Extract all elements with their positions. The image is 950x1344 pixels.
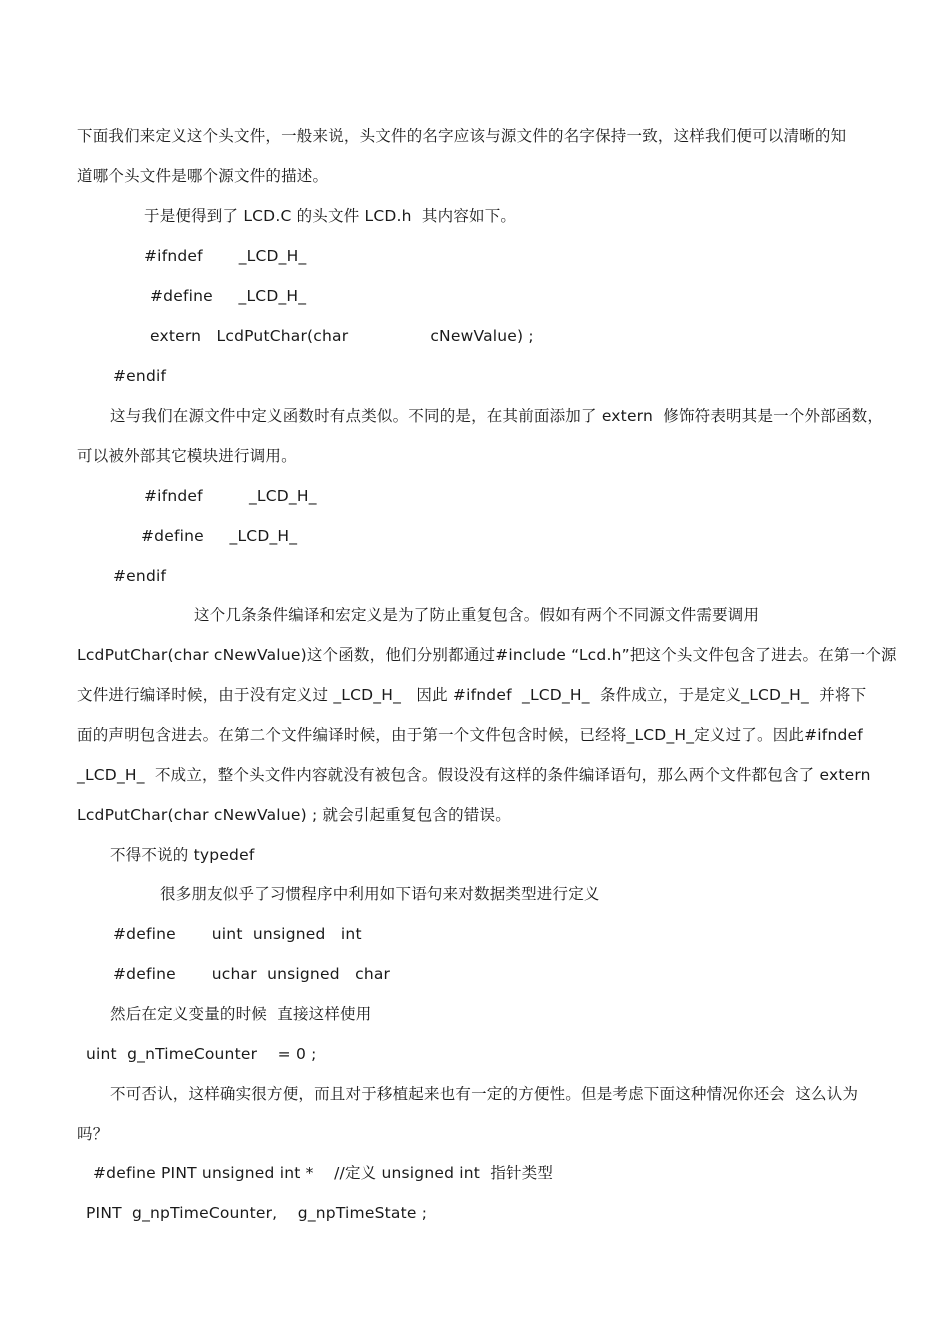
text-line: LcdPutChar(char cNewValue) ; 就会引起重复包含的错误。 <box>77 806 511 824</box>
code-line: #define uint unsigned int <box>113 925 362 943</box>
text-line: 然后在定义变量的时候 直接这样使用 <box>110 1005 372 1023</box>
text-line: 吗？ <box>77 1125 109 1143</box>
code-line: #endif <box>113 567 167 585</box>
code-line: uint g_nTimeCounter = 0 ; <box>86 1045 317 1063</box>
text-line: 很多朋友似乎了习惯程序中利用如下语句来对数据类型进行定义 <box>160 885 600 903</box>
text-line: 下面我们来定义这个头文件，一般来说，头文件的名字应该与源文件的名字保持一致，这样我们便可以清晰的知 <box>77 127 847 145</box>
text-line: _LCD_H_ 不成立，整个头文件内容就没有被包含。假设没有这样的条件编译语句，那么两个文件都包含了 extern <box>77 766 871 784</box>
code-line: PINT g_npTimeCounter, g_npTimeState ; <box>86 1204 428 1222</box>
section-heading: 不得不说的 typedef <box>110 846 255 864</box>
text-line: 道哪个头文件是哪个源文件的描述。 <box>77 167 329 185</box>
text-line: 这个几条条件编译和宏定义是为了防止重复包含。假如有两个不同源文件需要调用 <box>194 606 760 624</box>
text-line: 这与我们在源文件中定义函数时有点类似。不同的是，在其前面添加了 extern 修饰符表明其是一个外部函数， <box>110 407 884 425</box>
code-line: #endif <box>113 367 167 385</box>
text-line: 不可否认，这样确实很方便，而且对于移植起来也有一定的方便性。但是考虑下面这种情况你还会 这么认为 <box>110 1085 859 1103</box>
code-line: #define _LCD_H_ <box>150 287 307 305</box>
code-line: #ifndef _LCD_H_ <box>144 487 317 505</box>
code-line: #define _LCD_H_ <box>141 527 298 545</box>
text-line: LcdPutChar(char cNewValue)这个函数，他们分别都通过#include “Lcd.h”把这个头文件包含了进去。在第一个源 <box>77 646 897 664</box>
text-line: 面的声明包含进去。在第二个文件编译时候，由于第一个文件包含时候，已经将_LCD_H_定义过了。因此#ifndef <box>77 726 863 744</box>
code-line: #define PINT unsigned int * //定义 unsigned int 指针类型 <box>93 1164 554 1182</box>
text-line: 于是便得到了 LCD.C 的头文件 LCD.h 其内容如下。 <box>144 207 517 225</box>
code-line: extern LcdPutChar(char cNewValue) ; <box>150 327 534 345</box>
code-line: #define uchar unsigned char <box>113 965 391 983</box>
text-line: 可以被外部其它模块进行调用。 <box>77 447 297 465</box>
code-line: #ifndef _LCD_H_ <box>144 247 307 265</box>
text-line: 文件进行编译时候，由于没有定义过 _LCD_H_ 因此 #ifndef _LCD_H_ 条件成立，于是定义_LCD_H_ 并将下 <box>77 686 867 704</box>
